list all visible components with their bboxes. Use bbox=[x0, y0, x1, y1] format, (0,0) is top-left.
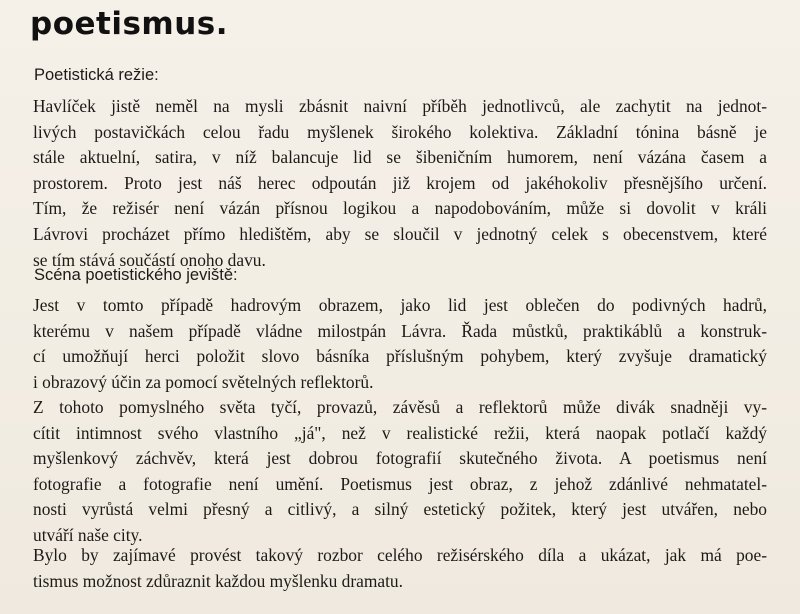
paragraph-scena-1 bbox=[33, 293, 767, 395]
text-line: livých postavičkách celou řadu myšlenek širokého kolektiva. Základní tónina básně je bbox=[33, 121, 767, 142]
text-line: cí umožňují herci položit slovo básníka příslušným pohybem, který zvyšuje dramatický bbox=[33, 346, 767, 367]
text-line: cítit intimnost svého vlastního „já", než v realistické režii, která naopak potlačí každý bbox=[33, 422, 767, 443]
text-line: Z tohoto pomyslného světa tyčí, provazů, závěsů a reflektorů může divák snadněji vy- bbox=[33, 397, 767, 417]
text-line: stále aktuelní, satira, v níž balancuje lid se šibeničním humorem, není vázána časem a bbox=[33, 147, 767, 168]
text-line: prostorem. Proto jest náš herec odpoután již krojem od jakéhokoliv přesnějšího určení. bbox=[33, 172, 767, 193]
text-line: se tím stává součástí onoho davu. bbox=[33, 249, 266, 270]
text-line: kterému v našem případě vládne milostpán Lávra. Řada můstků, praktikáblů a konstruk- bbox=[33, 320, 767, 341]
text-line: Lávrovi procházet přímo hledištěm, aby se sloučil v jednotný celek s obecenstvem, které bbox=[33, 223, 767, 244]
text-line: Tím, že režisér není vázán přísnou logikou a napodobováním, může si dovolit v králi bbox=[33, 198, 767, 219]
text-line: tismus možnost zdůraznit každou myšlenku dramatu. bbox=[33, 570, 403, 591]
text-line: Jest v tomto případě hadrovým obrazem, jako lid jest oblečen do podivných hadrů, bbox=[33, 295, 767, 315]
section-heading-rezie: Poetistická režie: bbox=[34, 66, 159, 84]
text-line: Havlíček jistě neměl na mysli zbásnit naivní příběh jednotlivců, ale zachytit na jednot- bbox=[33, 96, 767, 116]
paragraph-rezie bbox=[33, 94, 767, 273]
text-line: i obrazový účin za pomocí světelných reflektorů. bbox=[33, 371, 374, 392]
paragraph-scena-3 bbox=[33, 543, 767, 594]
text-line: nosti vyrůstá velmi přesný a citlivý, a silný estetický požitek, který jest utvářen, nebo bbox=[33, 499, 767, 520]
text-line: fotografie a fotografie není umění. Poetismus jest obraz, z jehož zdánlivé nehmatatel- bbox=[33, 473, 767, 494]
text-line: Bylo by zajímavé provést takový rozbor celého režisérského díla a ukázat, jak má poe- bbox=[33, 545, 767, 565]
page-title: poetismus. bbox=[30, 6, 229, 42]
text-line: myšlenkový záchvěv, která jest dobrou fotografií skutečného života. A poetismus není bbox=[33, 448, 767, 469]
section-heading-scena: Scéna poetistického jeviště: bbox=[34, 266, 238, 284]
paragraph-scena-2 bbox=[33, 395, 767, 549]
text-line: utváří naše city. bbox=[33, 524, 143, 545]
